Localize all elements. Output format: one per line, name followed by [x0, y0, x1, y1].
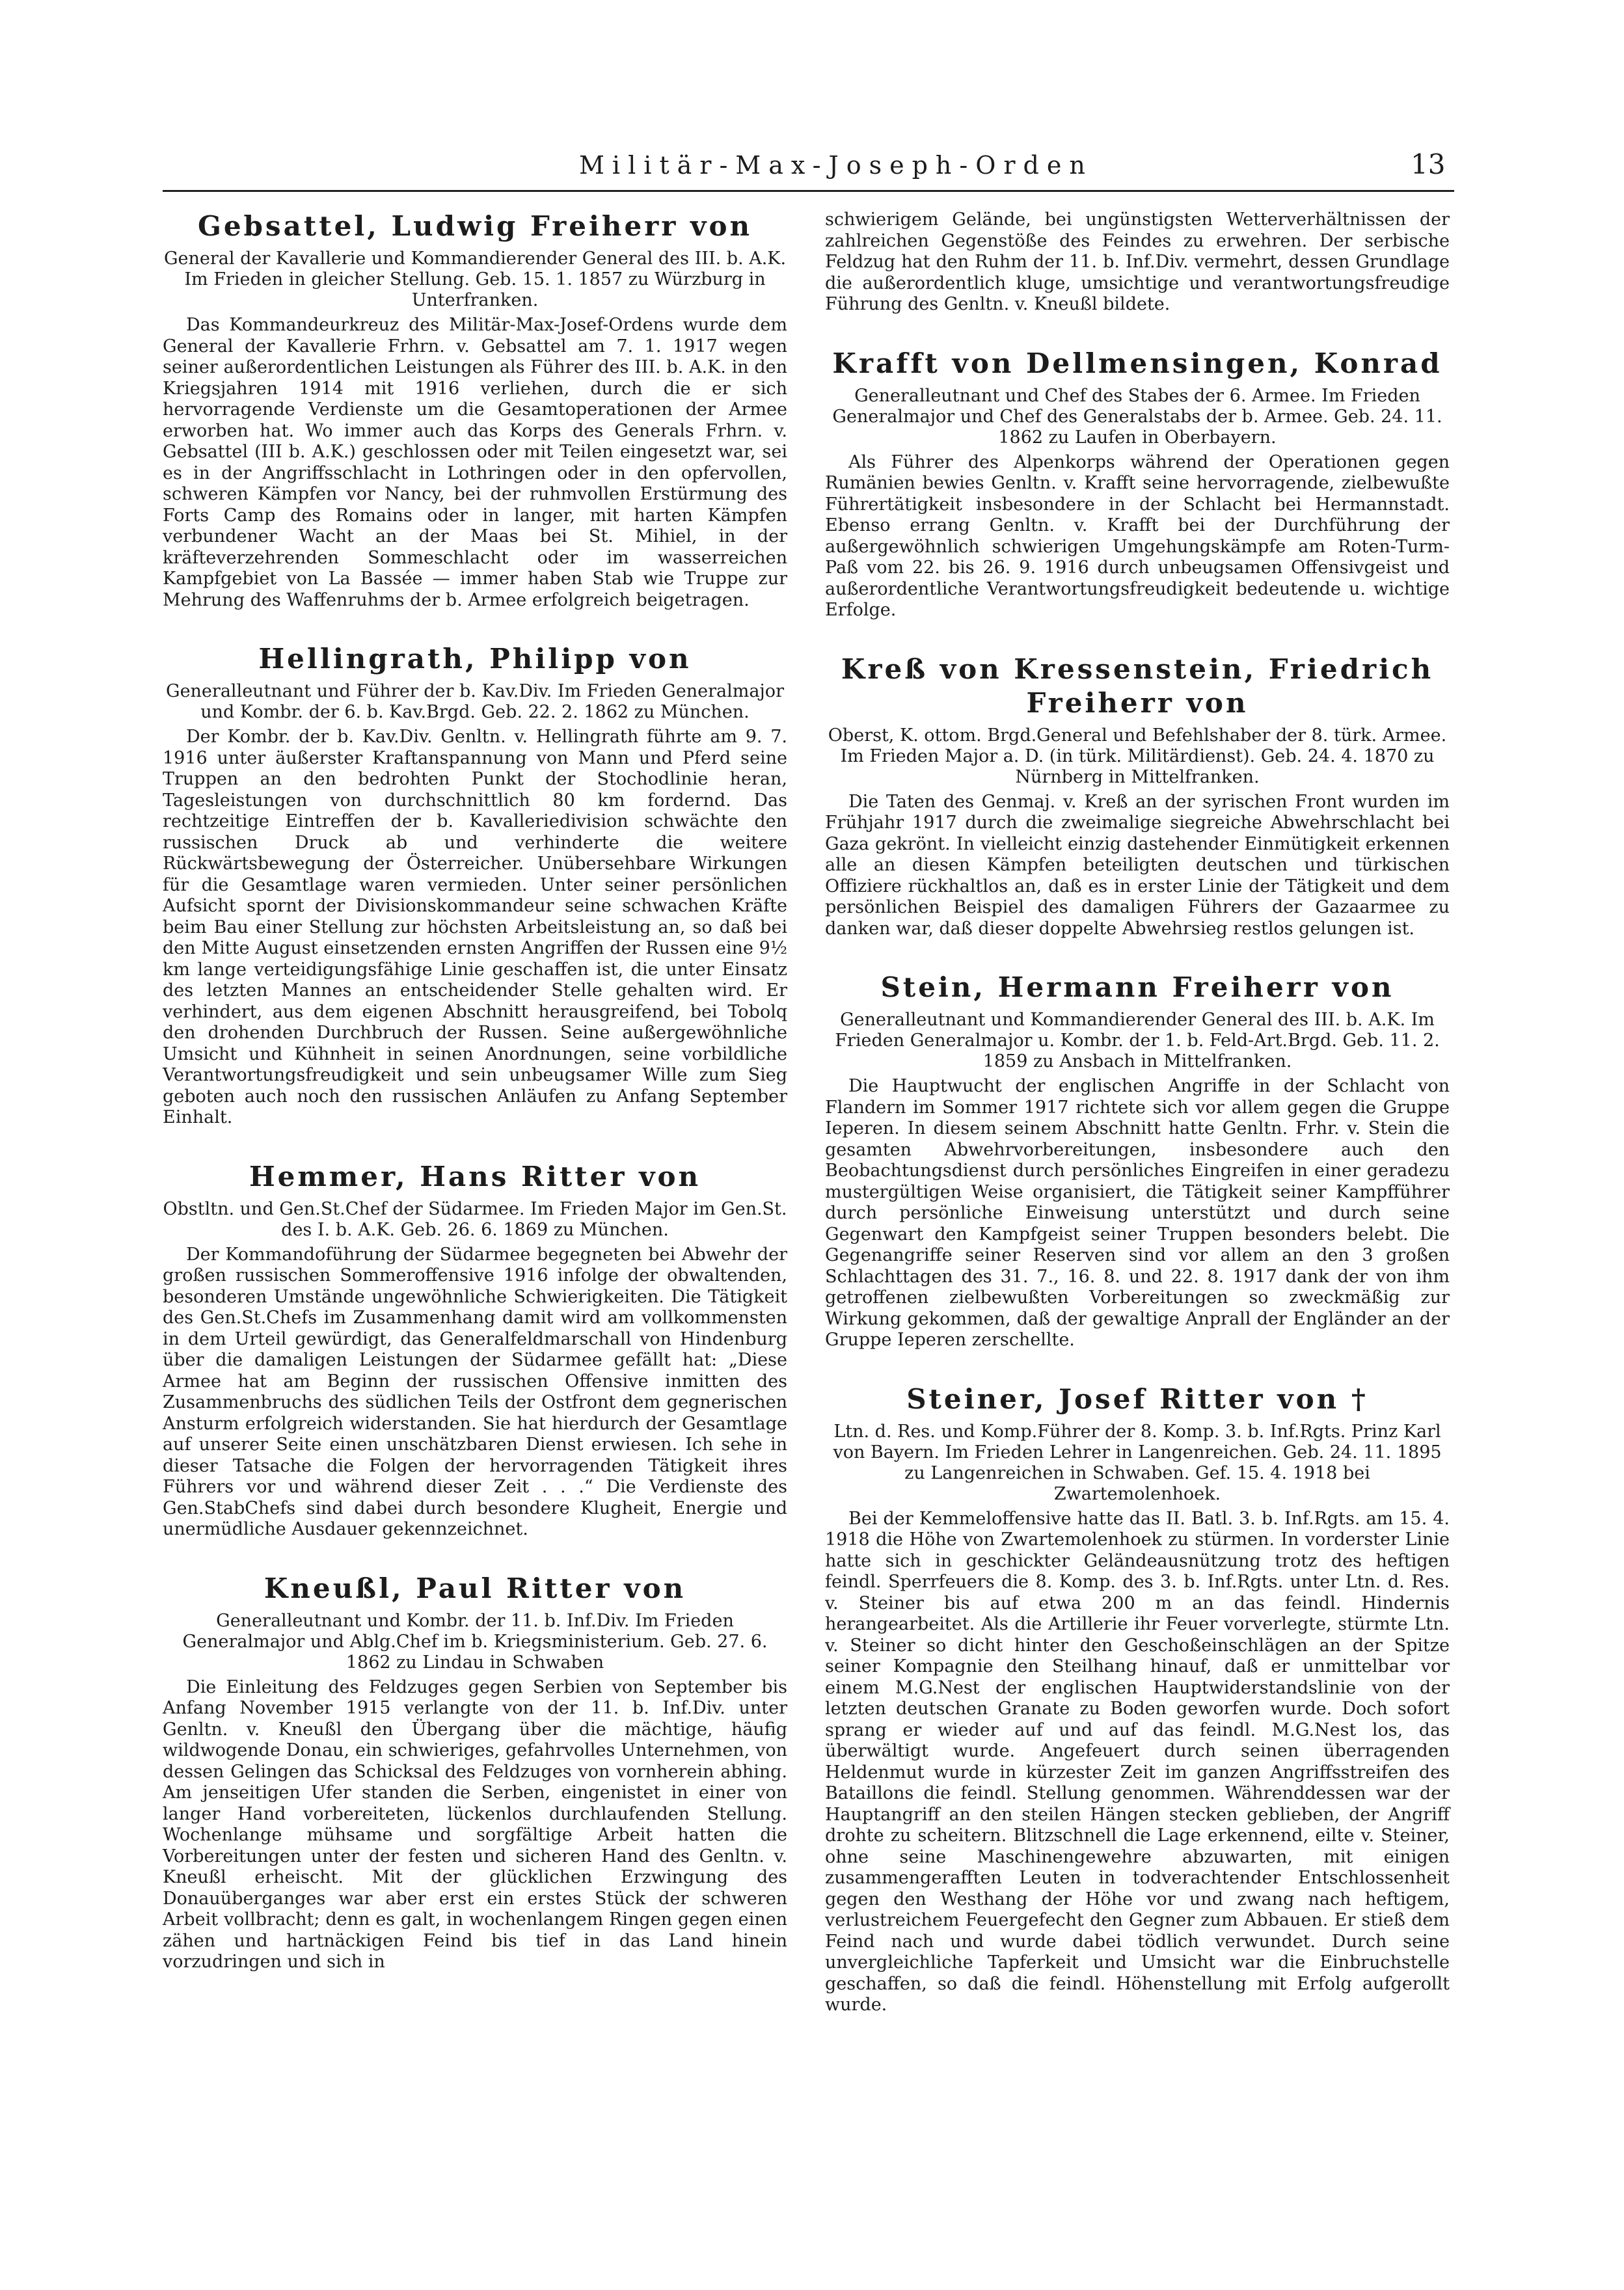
left-column [163, 209, 787, 1973]
entry-heading: Hemmer, Hans Ritter von [249, 1160, 701, 1192]
entry-heading: Steiner, Josef Ritter von † [906, 1382, 1368, 1415]
entry-hemmer [163, 1160, 787, 1541]
entry-body: schwierigem Gelände, bei ungünstigsten Wetterverhältnissen der zahlreichen Gegenstöße des Feindes zu erwehren. Der serbische Feldzug hat den Ruhm der 11. b. Inf.Div. vermehrt, dessen Grundlage die außerordentlich kluge, umsichtige und verantwortungsfreudige Führung des Genltn. v. Kneußl bildete. [825, 209, 1450, 314]
entry-body: Die Hauptwucht der englischen Angriffe in der Schlacht von Flandern im Sommer 1917 richtete sich vor allem gegen die Gruppe Ieperen. In diesem seinem Abschnitt hatte Genltn. Frhr. v. Stein die gesamten Abwehrvorbereitungen, insbesondere auch den Beobachtungsdienst durch persönliches Eingreifen in einer geradezu mustergültigen Weise organisiert, die Tätigkeit seiner Kampfführer durch persönliche Einweisung unterstützt und durch seine Gegenwart den Kampfgeist seiner Truppen besonders belebt. Die Gegenangriffe seiner Reserven sind vor allem an den 3 großen Schlachttagen des 31. 7., 16. 8. und 22. 8. 1917 dank der von ihm getroffenen zielbewußten Vorbereitungen so zweckmäßig zur Wirkung gekommen, daß der gewaltige Anprall der Engländer an der Gruppe Ieperen zerschellte. [825, 1076, 1450, 1350]
entry-steiner [825, 1382, 1450, 2016]
entry-subtitle: General der Kavallerie und Kommandierender General des III. b. A.K. Im Frieden in gleicher Stellung. Geb. 15. 1. 1857 zu Würzburg in Unterfranken. [163, 249, 787, 310]
entry-body: Der Kombr. der b. Kav.Div. Genltn. v. Hellingrath führte am 9. 7. 1916 unter äußerster Kraftanspannung von Mann und Pferd seine Truppen an den bedrohten Punkt der Stochodlinie heran, Tagesleistungen von durchschnittlich 80 km fordernd. Das rechtzeitige Eintreffen der b. Kavalleriedivision schwächte den russischen Druck ab und verhinderte die weitere Rückwärtsbewegung der Österreicher. Unübersehbare Wirkungen für die Gesamtlage waren vermieden. Unter seiner persönlichen Aufsicht spornt der Divisionskommandeur seine schwachen Kräfte beim Bau einer Stellung zur höchsten Arbeitsleistung an, so daß bei den Mitte August einsetzenden ernsten Angriffen der Russen eine 9½ km lange verteidigungsfähige Linie geschaffen ist, die unter Einsatz des letzten Mannes an entscheidender Stelle gehalten wird. Er verhindert, aus dem eigenen Abschnitt herausgreifend, bei Tobolq den drohenden Durchbruch der Russen. Seine außergewöhnliche Umsicht und Kühnheit in seinen Anordnungen, seine vorbildliche Verantwortungsfreudigkeit und sein unbeugsamer Wille zum Sieg geboten auch noch den russischen Anläufen zu Anfang September Einhalt. [163, 727, 787, 1127]
entry-heading: Gebsattel, Ludwig Freiherr von [197, 210, 753, 242]
entry-heading: Hellingrath, Philipp von [258, 643, 692, 675]
entry-subtitle: Ltn. d. Res. und Komp.Führer der 8. Komp. 3. b. Inf.Rgts. Prinz Karl von Bayern. Im Frieden Lehrer in Langenreichen. Geb. 24. 11. 1895 zu Langenreichen in Schwaben. Gef. 15. 4. 1918 bei Zwartemolenhoek. [833, 1421, 1442, 1504]
entry-subtitle: Generalleutnant und Kommandierender General des III. b. A.K. Im Frieden Generalmajor u. Kombr. der 1. b. Feld-Art.Brgd. Geb. 11. 2. 1859 zu Ansbach in Mittelfranken. [835, 1010, 1440, 1071]
header-rule [163, 190, 1454, 192]
entry-subtitle: Generalleutnant und Kombr. der 11. b. Inf.Div. Im Frieden Generalmajor und Ablg.Chef im b. Kriegsministerium. Geb. 27. 6. 1862 zu Lindau in Schwaben [182, 1610, 768, 1673]
entry-subtitle: Generalleutnant und Führer der b. Kav.Div. Im Frieden Generalmajor und Kombr. der 6. b. Kav.Brgd. Geb. 22. 2. 1862 zu München. [166, 681, 784, 722]
entry-kress [825, 653, 1450, 940]
right-column [825, 209, 1450, 2016]
entry-heading: Stein, Hermann Freiherr von [880, 971, 1394, 1003]
entry-body: Bei der Kemmeloffensive hatte das II. Batl. 3. b. Inf.Rgts. am 15. 4. 1918 die Höhe von Zwartemolenhoek zu stürmen. In vorderster Linie hatte sich in geschickter Geländeausnützung trotz des heftigen feindl. Sperrfeuers die 8. Komp. des 3. b. Inf.Rgts. unter Ltn. d. Res. v. Steiner bis auf etwa 200 m an das feindl. Hindernis herangearbeitet. Als die Artillerie ihr Feuer vorverlegte, stürmte Ltn. v. Steiner so dicht hinter den Geschoßeinschlägen an der Spitze seiner Kompagnie den Steilhang hinauf, daß er unmittelbar vor einem M.G.Nest der englischen Hauptwiderstandslinie von der letzten deutschen Granate zu Boden geworfen wurde. Doch sofort sprang er wieder auf und auf das feindl. M.G.Nest los, das überwältigt wurde. Angefeuert durch seinen überragenden Heldenmut wurde in kürzester Zeit im ganzen Angriffsstreifen des Bataillons die feindl. Stellung genommen. Währenddessen war der Hauptangriff an den steilen Hängen stecken geblieben, der Angriff drohte zu scheitern. Blitzschnell die Lage erkennend, eilte v. Steiner, ohne seine Maschinengewehre abzuwarten, mit einigen zusammengerafften Leuten in todverachtender Entschlossenheit gegen den Westhang der Höhe vor und zwang nach heftigem, verlustreichem Feuergefecht den Gegner zum Abbauen. Er stieß dem Feind nach und wurde dabei tödlich verwundet. Durch seine unvergleichliche Tapferkeit und Umsicht war die Einbruchstelle geschaffen, so daß die feindl. Höhenstellung mit Erfolg aufgerollt wurde. [825, 1508, 1450, 2015]
entry-subtitle: Generalleutnant und Chef des Stabes der 6. Armee. Im Frieden Generalmajor und Chef des Generalstabs der b. Armee. Geb. 24. 11. 1862 zu Laufen in Oberbayern. [832, 385, 1442, 448]
entry-krafft [825, 347, 1450, 621]
entry-body: Der Kommandoführung der Südarmee begegneten bei Abwehr der großen russischen Sommeroffensive 1916 infolge der obwaltenden, besonderen Umstände ungewöhnliche Schwierigkeiten. Die Tätigkeit des Gen.St.Chefs im Zusammenhang damit wird am vollkommensten in dem Urteil gewürdigt, das Generalfeldmarschall von Hindenburg über die damaligen Leistungen der Südarmee gefällt hat: „Diese Armee hat am Beginn der russischen Offensive inmitten des Zusammenbruchs des südlichen Teils der Ostfront dem gegnerischen Ansturm erfolgreich widerstanden. Sie hat hierdurch der Gesamtlage auf unserer Seite einen unschätzbaren Dienst erwiesen. Ich sehe in dieser Tatsache die Folgen der hervorragenden Tätigkeit ihres Führers vor und während dieser Zeit . . .“ Die Verdienste des Gen.StabChefs sind dabei durch besondere Klugheit, Energie und unermüdliche Ausdauer gekennzeichnet. [163, 1244, 787, 1539]
entry-body: Das Kommandeurkreuz des Militär-Max-Josef-Ordens wurde dem General der Kavallerie Frhrn. v. Gebsattel am 7. 1. 1917 wegen seiner außerordentlichen Leistungen als Führer des III. b. A.K. in den Kriegsjahren 1914 mit 1916 verliehen, durch die er sich hervorragende Verdienste um die Gesamtoperationen der Armee erworben hat. Wo immer auch das Korps des Generals Frhrn. v. Gebsattel (III b. A.K.) geschlossen oder mit Teilen eingesetzt war, sei es in der Angriffsschlacht in Lothringen oder in den opfervollen, schweren Kämpfen vor Nancy, bei der ruhmvollen Erstürmung des Forts Camp des Romains oder in langer, mit harten Kämpfen verbundener Wacht an der Maas bei St. Mihiel, in der kräfteverzehrenden Sommeschlacht oder im wasserreichen Kampfgebiet von La Bassée — immer haben Stab wie Truppe zur Mehrung des Waffenruhms der b. Armee erfolgreich beigetragen. [163, 315, 787, 610]
entry-heading: Krafft von Dellmensingen, Konrad [832, 347, 1442, 379]
entry-subtitle: Oberst, K. ottom. Brgd.General und Befehlshaber der 8. türk. Armee. Im Frieden Major a. D. (in türk. Militärdienst). Geb. 24. 4. 1870 zu Nürnberg in Mittelfranken. [828, 725, 1447, 787]
entry-hellingrath [163, 642, 787, 1129]
entry-gebsattel [163, 209, 787, 611]
entry-body: Als Führer des Alpenkorps während der Operationen gegen Rumänien bewies Genltn. v. Krafft seine hervorragende, zielbewußte Führertätigkeit insbesondere in der Schlacht bei Hermannstadt. Ebenso errang Genltn. v. Krafft bei der Durchführung der außergewöhnlich schwierigen Umgehungskämpfe am Roten-Turm-Paß vom 22. bis 26. 9. 1916 durch unbeugsamen Offensivgeist und außerordentliche Verantwortungsfreudigkeit bedeutende u. wichtige Erfolge. [825, 451, 1450, 620]
entry-heading: Kreß von Kressenstein, Friedrich Freiherr von [841, 653, 1434, 719]
entry-body: Die Taten des Genmaj. v. Kreß an der syrischen Front wurden im Frühjahr 1917 durch die zweimalige siegreiche Abwehrschlacht bei Gaza gekrönt. In vielleicht einzig dastehender Einmütigkeit erkennen alle an diesen Kämpfen beteiligten deutschen und türkischen Offiziere rückhaltlos an, daß es in erster Linie der Tätigkeit und dem persönlichen Beispiel des damaligen Führers der Gazaarmee zu danken war, daß dieser doppelte Abwehrsieg restlos gelungen ist. [825, 791, 1450, 939]
entry-subtitle: Obstltn. und Gen.St.Chef der Südarmee. Im Frieden Major im Gen.St. des I. b. A.K. Geb. 26. 6. 1869 zu München. [163, 1198, 787, 1240]
entry-heading: Kneußl, Paul Ritter von [264, 1572, 686, 1604]
entry-body: Die Einleitung des Feldzuges gegen Serbien von September bis Anfang November 1915 verlangte von der 11. b. Inf.Div. unter Genltn. v. Kneußl den Übergang über die mächtige, häufig wildwogende Donau, ein schwieriges, gefahrvolles Unternehmen, von dessen Gelingen das Schicksal des Feldzuges von vornherein abhing. Am jenseitigen Ufer standen die Serben, eingenistet in einer von langer Hand vorbereiteten, lückenlos durchlaufenden Stellung. Wochenlange mühsame und sorgfältige Arbeit hatten die Vorbereitungen unter der festen und sicheren Hand des Genltn. v. Kneußl erheischt. Mit der glücklichen Erzwingung des Donauüberganges war aber erst ein erstes Stück der schweren Arbeit vollbracht; denn es galt, in wochenlangem Ringen gegen einen zähen und hartnäckigen Feind bis tief in das Land hinein vorzudringen und sich in [163, 1677, 787, 1972]
entry-kneussl [163, 1572, 787, 1973]
page-number: 13 [1411, 148, 1446, 180]
entry-kneussl-continued [825, 209, 1450, 316]
entry-stein [825, 971, 1450, 1351]
running-title: Militär-Max-Joseph-Orden [579, 151, 1093, 180]
